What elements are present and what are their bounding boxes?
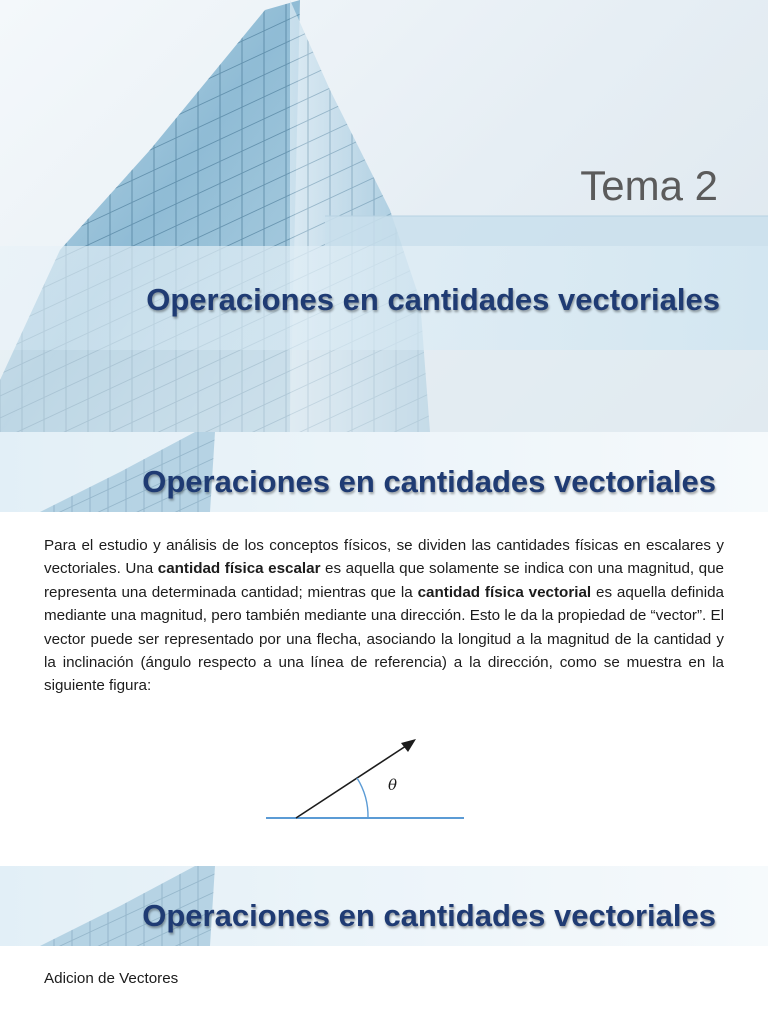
angle-arc (357, 778, 368, 818)
slide-title: Operaciones en cantidades vectoriales (146, 282, 720, 317)
slide-title: Operaciones en cantidades vectoriales (142, 464, 716, 499)
slide-1-title (0, 0, 768, 432)
slide-title: Operaciones en cantidades vectoriales (142, 898, 716, 933)
paragraph-text: Para el estudio y análisis de los conceptos físicos, se dividen las cantidades físicas en escalares y vectoriales. Una (44, 537, 724, 578)
slide-subtitle: Adicion de Vectores (44, 970, 179, 987)
angle-symbol: θ (388, 776, 398, 794)
paragraph-text: es aquella definida mediante una magnitud, pero también mediante una dirección. Esto le da la propiedad de “vector”. El vector puede ser representado por una flecha, asociando la longitud a la magnitud de la cantidad y la inclinación (ángulo respecto a una línea de referencia) a la dirección, como se muestra en la siguiente figura: (44, 583, 724, 695)
vector-arrow-head (401, 739, 416, 752)
paragraph-text: es aquella que solamente se indica con una magnitud, que representa una determinada cantidad; mientras que la (44, 560, 724, 601)
slide-subtitle: Tema 2 (580, 162, 718, 209)
vector-figure (264, 726, 474, 826)
building-background (0, 0, 768, 432)
slide-2-content (0, 432, 768, 866)
bold-term-vector: cantidad física vectorial (417, 583, 592, 601)
vector-diagram (264, 726, 474, 826)
body-paragraph (44, 534, 724, 698)
bold-term-scalar: cantidad física escalar (157, 560, 321, 578)
slide-3-content (0, 866, 768, 1024)
